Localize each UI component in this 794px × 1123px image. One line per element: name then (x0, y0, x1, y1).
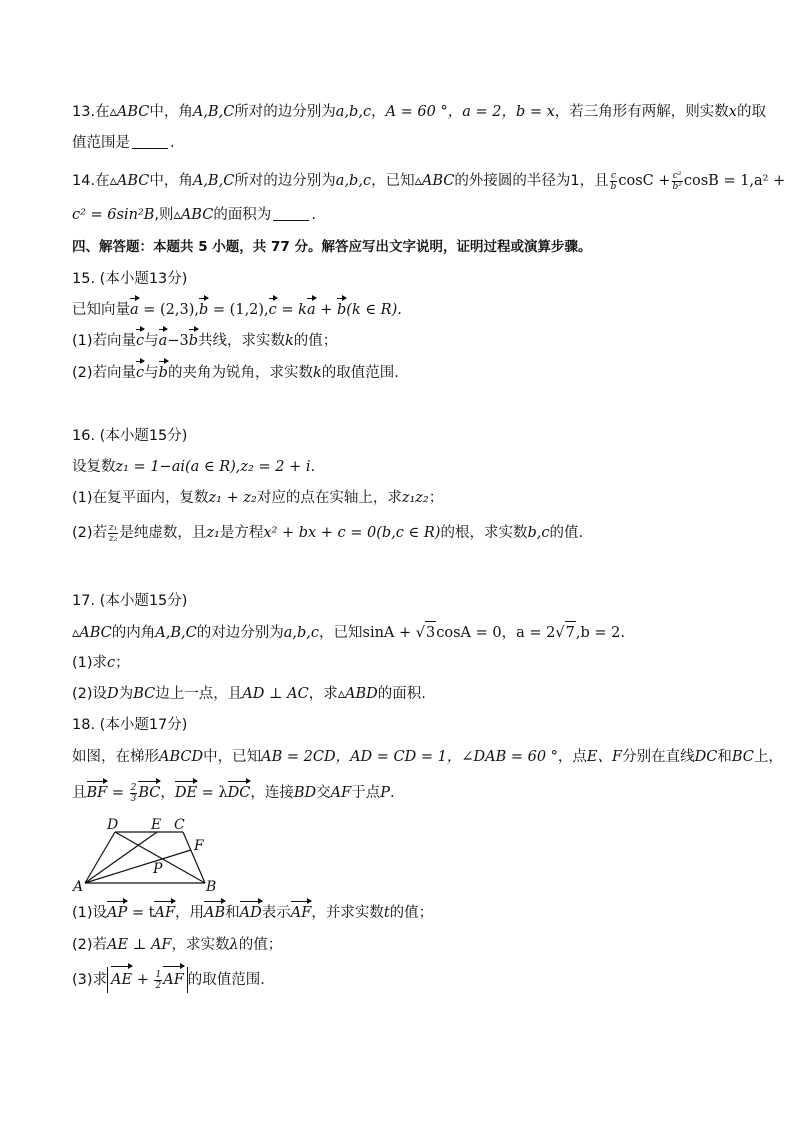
q18-part3: (3)求 AE + $\frac{1}{2}$ AF 的取值范围. (72, 967, 265, 993)
q16-stem: 设复数z₁ = 1−ai(a ∈ R),z₂ = 2 + i. (72, 459, 316, 475)
q18-heading: 18. (本小题17分) (72, 717, 188, 733)
q14-line2: c² = 6sin²B,则▵ABC的面积为 . (72, 207, 316, 223)
q15-stem: 已知向量a = (2,3),b = (1,2),c = ka + b(k ∈ R). (72, 299, 402, 321)
trapezoid-figure (70, 812, 230, 896)
label-b: B (206, 879, 217, 895)
label-e: E (151, 817, 162, 833)
segment-ae (85, 832, 157, 883)
q18-stem-line1: 如图，在梯形ABCD中，已知AB = 2CD，AD = CD = 1，∠DAB = 60 °，点E、F分别在直线DC和BC上， (72, 749, 783, 765)
fraction-c2-over-b2: $\frac{\text{c²}}{\text{b²}}$ (672, 170, 682, 192)
q17-part1: (1)求c； (72, 655, 130, 671)
q17-heading: 17. (本小题15分) (72, 593, 188, 609)
answer-blank (132, 134, 168, 149)
q17-stem: ▵ABC的内角A,B,C的对边分别为a,b,c，已知sinA + √3cosA = 0，a = 2√7,b = 2. (72, 621, 625, 644)
section-heading: 四、解答题：本题共 5 小题，共 77 分。解答应写出文字说明，证明过程或演算步骤。 (72, 239, 592, 255)
q15-heading: 15. (本小题13分) (72, 271, 188, 287)
label-p: P (153, 861, 163, 877)
answer-blank (273, 206, 309, 221)
q14-line1: 14.在▵ABC中，角A,B,C所对的边分别为a,b,c，已知▵ABC的外接圆的半径为1，且 $\frac{c}{b}$ cosC + $\frac{\text{c²}}{\text{b²}}$ cosB = 1,a² + (72, 170, 786, 192)
magnitude-expression: AE + $\frac{1}{2}$ AF (107, 967, 188, 993)
fraction-z1-over-z2: $\frac{\text{z₁}}{\text{z₂}}$ (109, 522, 118, 544)
label-c: C (174, 817, 185, 833)
q16-part1: (1)在复平面内，复数z₁ + z₂对应的点在实轴上，求z₁z₂； (72, 490, 444, 506)
q18-part1: (1)设AP = tAF，用AB和AD表示AF，并求实数t的值； (72, 902, 433, 924)
q15-part1: (1)若向量c与a−3b共线，求实数k的值； (72, 330, 337, 352)
q18-stem-line2: 且BF = $\frac{2}{3}$ BC，DE = λDC，连接BD交AF于点P. (72, 782, 395, 804)
q13-line2: 值范围是 . (72, 135, 175, 151)
fraction-c-over-b: $\frac{c}{b}$ (610, 170, 617, 192)
q15-part2: (2)若向量c与b的夹角为锐角，求实数k的取值范围. (72, 362, 399, 384)
q18-part2: (2)若AE ⊥ AF，求实数λ的值； (72, 937, 283, 953)
q16-heading: 16. (本小题15分) (72, 428, 188, 444)
q13-condition: A = 60 °，a = 2，b = x (385, 104, 555, 120)
label-f: F (194, 838, 204, 854)
fraction-two-thirds: $\frac{2}{3}$ (130, 782, 137, 804)
q13-line1: 13.在▵ABC中，角A,B,C所对的边分别为a,b,c，A = 60 °，a = 2，b = x，若三角形有两解，则实数x的取 (72, 104, 766, 120)
fraction-one-half: $\frac{1}{2}$ (155, 969, 162, 991)
label-d: D (107, 817, 119, 833)
label-a: A (73, 879, 84, 895)
q16-part2: (2)若 $\frac{\text{z₁}}{\text{z₂}}$ 是纯虚数，且z₁是方程x² + bx + c = 0(b,c ∈ R)的根，求实数b,c的值. (72, 522, 584, 544)
q17-part2: (2)设D为BC边上一点，且AD ⊥ AC，求▵ABD的面积. (72, 686, 426, 702)
